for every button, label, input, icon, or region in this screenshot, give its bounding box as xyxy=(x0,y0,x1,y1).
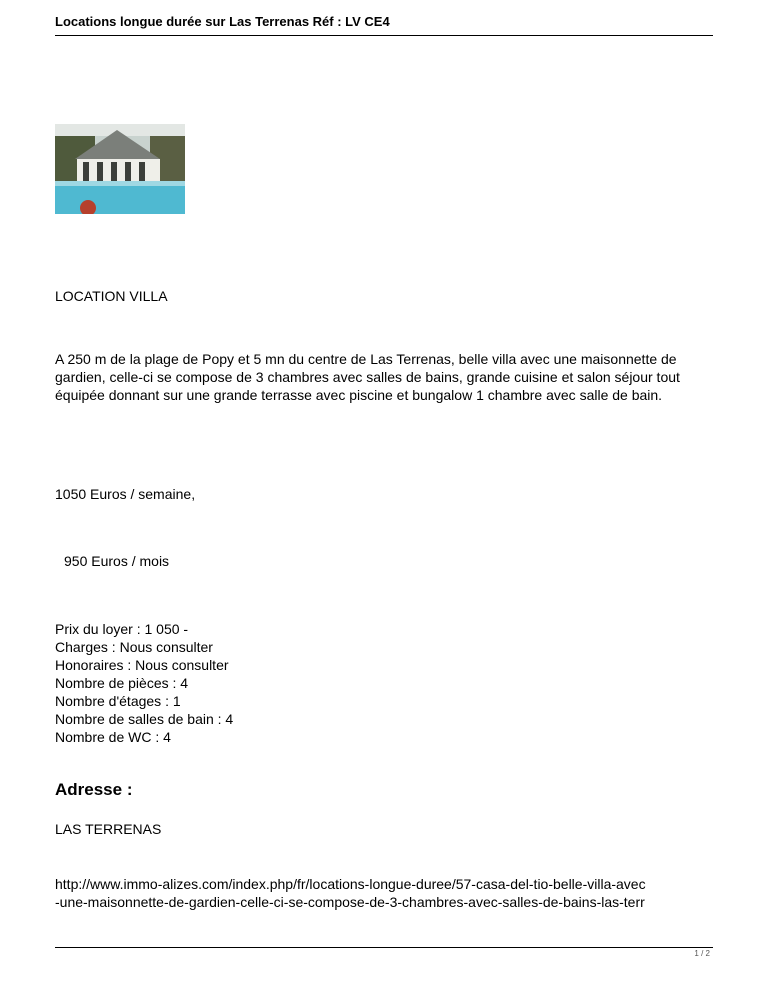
listing-type-label: LOCATION VILLA xyxy=(55,288,168,304)
listing-url[interactable] xyxy=(55,875,715,911)
detail-rent: Prix du loyer : 1 050 - xyxy=(55,621,189,637)
header-divider xyxy=(55,35,713,36)
detail-charges: Charges : Nous consulter xyxy=(55,639,213,655)
address-value: LAS TERRENAS xyxy=(55,821,162,837)
listing-url-line-1[interactable]: http://www.immo-alizes.com/index.php/fr/locations-longue-duree/57-casa-del-tio-belle-villa-avec xyxy=(55,876,646,892)
listing-details xyxy=(55,620,715,746)
detail-wc: Nombre de WC : 4 xyxy=(55,729,171,745)
detail-fees: Honoraires : Nous consulter xyxy=(55,657,229,673)
detail-rooms: Nombre de pièces : 4 xyxy=(55,675,189,691)
page-number: 1 / 2 xyxy=(694,949,710,958)
villa-photo xyxy=(55,124,185,214)
detail-floors: Nombre d'étages : 1 xyxy=(55,693,181,709)
detail-bathrooms: Nombre de salles de bain : 4 xyxy=(55,711,234,727)
listing-url-line-2[interactable]: -une-maisonnette-de-gardien-celle-ci-se-compose-de-3-chambres-avec-salles-de-bains-las-terr xyxy=(55,894,645,910)
price-month: 950 Euros / mois xyxy=(64,553,170,569)
villa-photo-image xyxy=(55,124,185,214)
page-header-title: Locations longue durée sur Las Terrenas Réf : LV CE4 xyxy=(55,14,390,29)
listing-description: A 250 m de la plage de Popy et 5 mn du centre de Las Terrenas, belle villa avec une maisonnette de gardien, celle-ci se compose de 3 chambres avec salles de bains, grande cuisine et salon séjour tout équipée donnant sur une grande terrasse avec piscine et bungalow 1 chambre avec salle de bain. xyxy=(55,351,680,403)
footer-divider xyxy=(55,947,713,948)
address-heading: Adresse : xyxy=(55,780,133,799)
price-week: 1050 Euros / semaine, xyxy=(55,486,196,502)
